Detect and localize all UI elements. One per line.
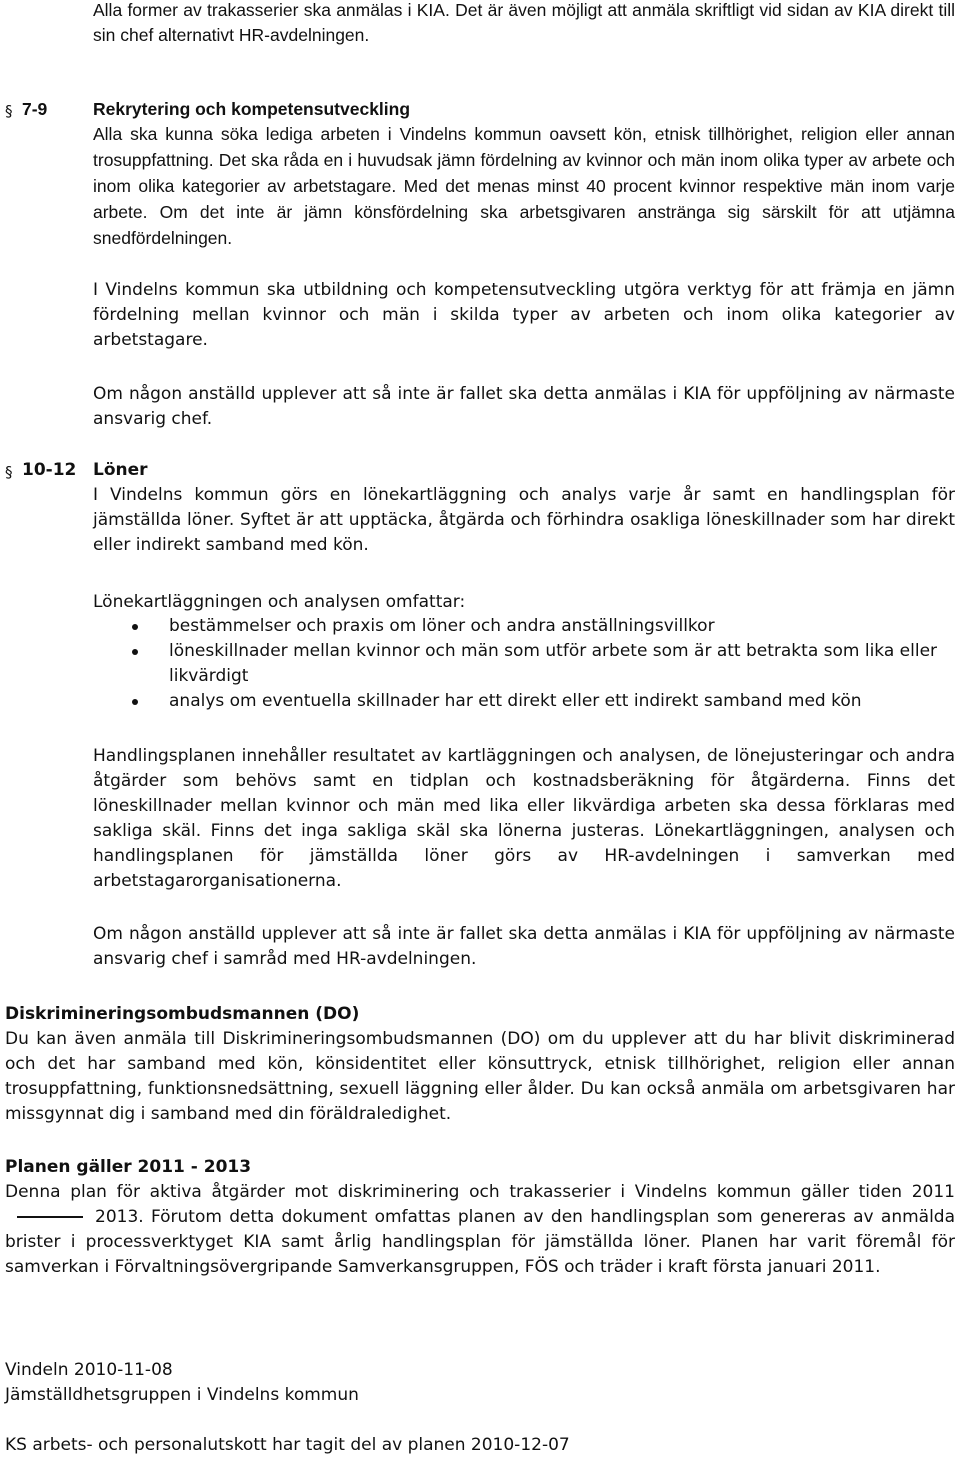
footer-date: Vindeln 2010-11-08 bbox=[5, 1360, 173, 1380]
plan-paragraph bbox=[5, 1180, 955, 1280]
section-number-7-9: 7-9 bbox=[22, 99, 48, 119]
section-10-12-paragraph-1: I Vindelns kommun görs en lönekartläggning och analys varje år samt en handlingsplan för jämställda löner. Syftet är att upptäcka, åtgärda och förhindra osakliga löneskillnader som har direkt eller indirekt samband med kön. bbox=[93, 485, 955, 555]
section-10-12-paragraph-3: Om någon anställd upplever att så inte är fallet ska detta anmälas i KIA för uppföljning av närmaste ansvarig chef i samråd med HR-avdelningen. bbox=[93, 924, 955, 969]
section-7-9-paragraph-2: I Vindelns kommun ska utbildning och kompetensutveckling utgöra verktyg för att främja en jämn fördelning mellan kvinnor och män i skilda typer av arbeten och inom olika kategorier av arbetstagare. bbox=[93, 280, 955, 350]
section-7-9-paragraph-1a: Alla ska kunna söka lediga arbeten i Vindelns kommun oavsett kön, etnisk tillhörighet, religion eller annan trosuppfattning. bbox=[93, 124, 955, 170]
list-item bbox=[93, 639, 955, 689]
list-intro: Lönekartläggningen och analysen omfattar: bbox=[93, 592, 466, 612]
section-7-9-paragraph-3: Om någon anställd upplever att så inte är fallet ska detta anmälas i KIA för uppföljning av närmaste ansvarig chef. bbox=[93, 384, 955, 429]
list-item bbox=[93, 614, 955, 639]
bullet-dot bbox=[132, 624, 138, 630]
section-7-9-paragraph-1b: Det ska råda en i huvudsak jämn fördelning av kvinnor och män inom olika typer av arbete och inom olika kategorier av arbetstagare. Med det menas minst 40 procent kvinnor respektive män inom varje arbete. Om det inte är jämn könsfördelning ska arbetsgivaren anstränga sig särskilt för att utjämna snedfördelningen. bbox=[93, 150, 955, 248]
intro-paragraph: Alla former av trakasserier ska anmälas i KIA. Det är även möjligt att anmäla skriftligt vid sidan av KIA direkt till sin chef alternativt HR-avdelningen. bbox=[93, 0, 955, 45]
section-marker-10-12: § bbox=[5, 463, 13, 481]
bullet-list bbox=[93, 614, 955, 714]
list-item bbox=[93, 689, 955, 714]
bullet-dot bbox=[132, 699, 138, 705]
do-paragraph: Du kan även anmäla till Diskrimineringsombudsmannen (DO) om du upplever att du har blivit diskriminerad och det har samband med kön, könsidentitet eller könsuttryck, etnisk tillhörighet, religion eller annan trosuppfattning, funktionsnedsättning, sexuell läggning eller ålder. Du kan också anmäla om arbetsgivaren har missgynnat dig i samband med din föräldraledighet. bbox=[5, 1029, 955, 1124]
list-item-text: löneskillnader mellan kvinnor och män som utför arbete som är att betrakta som lika eller likvärdigt bbox=[169, 641, 938, 686]
section-number-10-12: 10-12 bbox=[22, 460, 77, 480]
bullet-dot bbox=[132, 649, 138, 655]
plan-paragraph-b: 2013. Förutom detta dokument omfattas planen av den handlingsplan som genereras av anmälda brister i processverktyget KIA samt årlig handlingsplan för jämställda löner. Planen har varit föremål för samverkan i Förvaltningsövergripande Samverkansgruppen, FÖS och träder i kraft första januari 2011. bbox=[5, 1207, 955, 1277]
list-item-text: bestämmelser och praxis om löner och andra anställningsvillkor bbox=[169, 616, 715, 636]
plan-paragraph-a: Denna plan för aktiva åtgärder mot diskriminering och trakasserier i Vindelns kommun gäller tiden 2011 bbox=[5, 1182, 955, 1202]
footer-ks-note: KS arbets- och personalutskott har tagit del av planen 2010-12-07 bbox=[5, 1435, 570, 1455]
list-item-text: analys om eventuella skillnader har ett direkt eller ett indirekt samband med kön bbox=[169, 691, 862, 711]
section-10-12-paragraph-2: Handlingsplanen innehåller resultatet av kartläggningen och analysen, de lönejusteringar och andra åtgärder som behövs samt en tidplan och kostnadsberäkning för åtgärderna. Finns det löneskillnader mellan kvinnor och män med lika eller likvärdiga arbeten ska dessa förklaras med sakliga skäl. Finns det inga sakliga skäl ska lönerna justeras. Lönekartläggningen, analysen och handlingsplanen för jämställda löner görs av HR-avdelningen i samverkan med arbetstagarorganisationerna. bbox=[93, 746, 955, 891]
section-marker-7-9: § bbox=[5, 102, 13, 120]
do-heading: Diskrimineringsombudsmannen (DO) bbox=[5, 1004, 360, 1024]
section-title-7-9: Rekrytering och kompetensutveckling bbox=[93, 99, 411, 119]
section-title-10-12: Löner bbox=[93, 460, 148, 480]
plan-heading: Planen gäller 2011 - 2013 bbox=[5, 1157, 252, 1177]
section-7-9-paragraph-1 bbox=[93, 122, 955, 252]
dash-line bbox=[17, 1216, 83, 1218]
footer-group: Jämställdhetsgruppen i Vindelns kommun bbox=[5, 1385, 359, 1405]
